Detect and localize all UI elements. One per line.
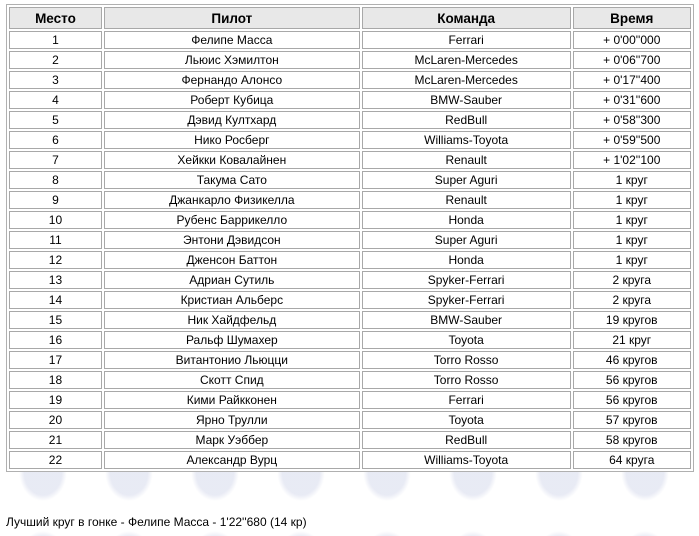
cell-time: 19 кругов	[573, 311, 692, 329]
table-row	[9, 311, 691, 329]
table-row	[9, 371, 691, 389]
cell-place: 6	[9, 131, 102, 149]
cell-driver: Такума Сато	[104, 171, 360, 189]
cell-place: 5	[9, 111, 102, 129]
cell-place: 7	[9, 151, 102, 169]
cell-time: + 0'31''600	[573, 91, 692, 109]
cell-team: Honda	[362, 251, 571, 269]
cell-driver: Хейкки Ковалайнен	[104, 151, 360, 169]
race-results-table	[6, 4, 694, 472]
table-row	[9, 351, 691, 369]
cell-place: 21	[9, 431, 102, 449]
table-row	[9, 231, 691, 249]
cell-team: RedBull	[362, 431, 571, 449]
cell-driver: Льюис Хэмилтон	[104, 51, 360, 69]
cell-team: Honda	[362, 211, 571, 229]
table-row	[9, 51, 691, 69]
cell-place: 14	[9, 291, 102, 309]
cell-driver: Александр Вурц	[104, 451, 360, 469]
table-row	[9, 71, 691, 89]
cell-time: 1 круг	[573, 191, 692, 209]
cell-time: 1 круг	[573, 251, 692, 269]
cell-team: Super Aguri	[362, 171, 571, 189]
cell-time: + 1'02''100	[573, 151, 692, 169]
table-row	[9, 391, 691, 409]
header-place: Место	[9, 7, 102, 29]
cell-team: Renault	[362, 151, 571, 169]
fastest-lap-note: Лучший круг в гонке - Фелипе Масса - 1'22''680 (14 кр)	[6, 515, 307, 529]
cell-time: 2 круга	[573, 271, 692, 289]
cell-driver: Рубенс Баррикелло	[104, 211, 360, 229]
cell-time: 64 круга	[573, 451, 692, 469]
cell-time: 57 кругов	[573, 411, 692, 429]
cell-place: 18	[9, 371, 102, 389]
cell-team: Renault	[362, 191, 571, 209]
cell-place: 11	[9, 231, 102, 249]
cell-time: + 0'58''300	[573, 111, 692, 129]
cell-driver: Фернандо Алонсо	[104, 71, 360, 89]
cell-place: 15	[9, 311, 102, 329]
cell-team: Williams-Toyota	[362, 451, 571, 469]
table-row	[9, 171, 691, 189]
cell-driver: Ральф Шумахер	[104, 331, 360, 349]
cell-place: 19	[9, 391, 102, 409]
cell-team: Spyker-Ferrari	[362, 291, 571, 309]
cell-place: 8	[9, 171, 102, 189]
cell-place: 12	[9, 251, 102, 269]
cell-place: 3	[9, 71, 102, 89]
table-header-row	[9, 7, 691, 29]
header-driver: Пилот	[104, 7, 360, 29]
cell-driver: Адриан Сутиль	[104, 271, 360, 289]
cell-driver: Джанкарло Физикелла	[104, 191, 360, 209]
header-time: Время	[573, 7, 692, 29]
table-row	[9, 211, 691, 229]
cell-team: Toyota	[362, 331, 571, 349]
cell-driver: Марк Уэббер	[104, 431, 360, 449]
cell-time: 2 круга	[573, 291, 692, 309]
table-row	[9, 431, 691, 449]
cell-team: RedBull	[362, 111, 571, 129]
cell-driver: Дженсон Баттон	[104, 251, 360, 269]
cell-driver: Энтони Дэвидсон	[104, 231, 360, 249]
table-row	[9, 331, 691, 349]
cell-place: 9	[9, 191, 102, 209]
cell-team: Super Aguri	[362, 231, 571, 249]
table-row	[9, 271, 691, 289]
table-row	[9, 91, 691, 109]
cell-place: 20	[9, 411, 102, 429]
table-row	[9, 191, 691, 209]
cell-place: 4	[9, 91, 102, 109]
cell-place: 10	[9, 211, 102, 229]
cell-place: 16	[9, 331, 102, 349]
cell-team: Ferrari	[362, 391, 571, 409]
cell-team: Torro Rosso	[362, 371, 571, 389]
cell-team: BMW-Sauber	[362, 91, 571, 109]
cell-time: + 0'59''500	[573, 131, 692, 149]
table-row	[9, 411, 691, 429]
cell-time: 56 кругов	[573, 371, 692, 389]
cell-team: McLaren-Mercedes	[362, 51, 571, 69]
cell-driver: Кими Райкконен	[104, 391, 360, 409]
cell-time: 1 круг	[573, 231, 692, 249]
table-row	[9, 111, 691, 129]
results-body	[9, 31, 691, 469]
table-row	[9, 251, 691, 269]
cell-time: 1 круг	[573, 171, 692, 189]
cell-time: 21 круг	[573, 331, 692, 349]
cell-driver: Роберт Кубица	[104, 91, 360, 109]
cell-time: 58 кругов	[573, 431, 692, 449]
table-row	[9, 131, 691, 149]
cell-driver: Кристиан Альберс	[104, 291, 360, 309]
cell-place: 22	[9, 451, 102, 469]
cell-place: 2	[9, 51, 102, 69]
cell-time: 46 кругов	[573, 351, 692, 369]
cell-driver: Скотт Спид	[104, 371, 360, 389]
cell-team: Spyker-Ferrari	[362, 271, 571, 289]
table-row	[9, 291, 691, 309]
cell-place: 13	[9, 271, 102, 289]
cell-driver: Витантонио Льюцци	[104, 351, 360, 369]
cell-driver: Дэвид Култхард	[104, 111, 360, 129]
cell-driver: Ник Хайдфельд	[104, 311, 360, 329]
cell-time: 56 кругов	[573, 391, 692, 409]
cell-team: McLaren-Mercedes	[362, 71, 571, 89]
cell-place: 1	[9, 31, 102, 49]
table-row	[9, 31, 691, 49]
table-row	[9, 451, 691, 469]
header-team: Команда	[362, 7, 571, 29]
cell-time: + 0'00''000	[573, 31, 692, 49]
cell-driver: Фелипе Масса	[104, 31, 360, 49]
cell-team: Toyota	[362, 411, 571, 429]
cell-team: Torro Rosso	[362, 351, 571, 369]
table-row	[9, 151, 691, 169]
cell-team: Williams-Toyota	[362, 131, 571, 149]
cell-time: 1 круг	[573, 211, 692, 229]
cell-driver: Ярно Трулли	[104, 411, 360, 429]
cell-driver: Нико Росберг	[104, 131, 360, 149]
cell-team: Ferrari	[362, 31, 571, 49]
cell-place: 17	[9, 351, 102, 369]
cell-team: BMW-Sauber	[362, 311, 571, 329]
cell-time: + 0'06''700	[573, 51, 692, 69]
cell-time: + 0'17''400	[573, 71, 692, 89]
